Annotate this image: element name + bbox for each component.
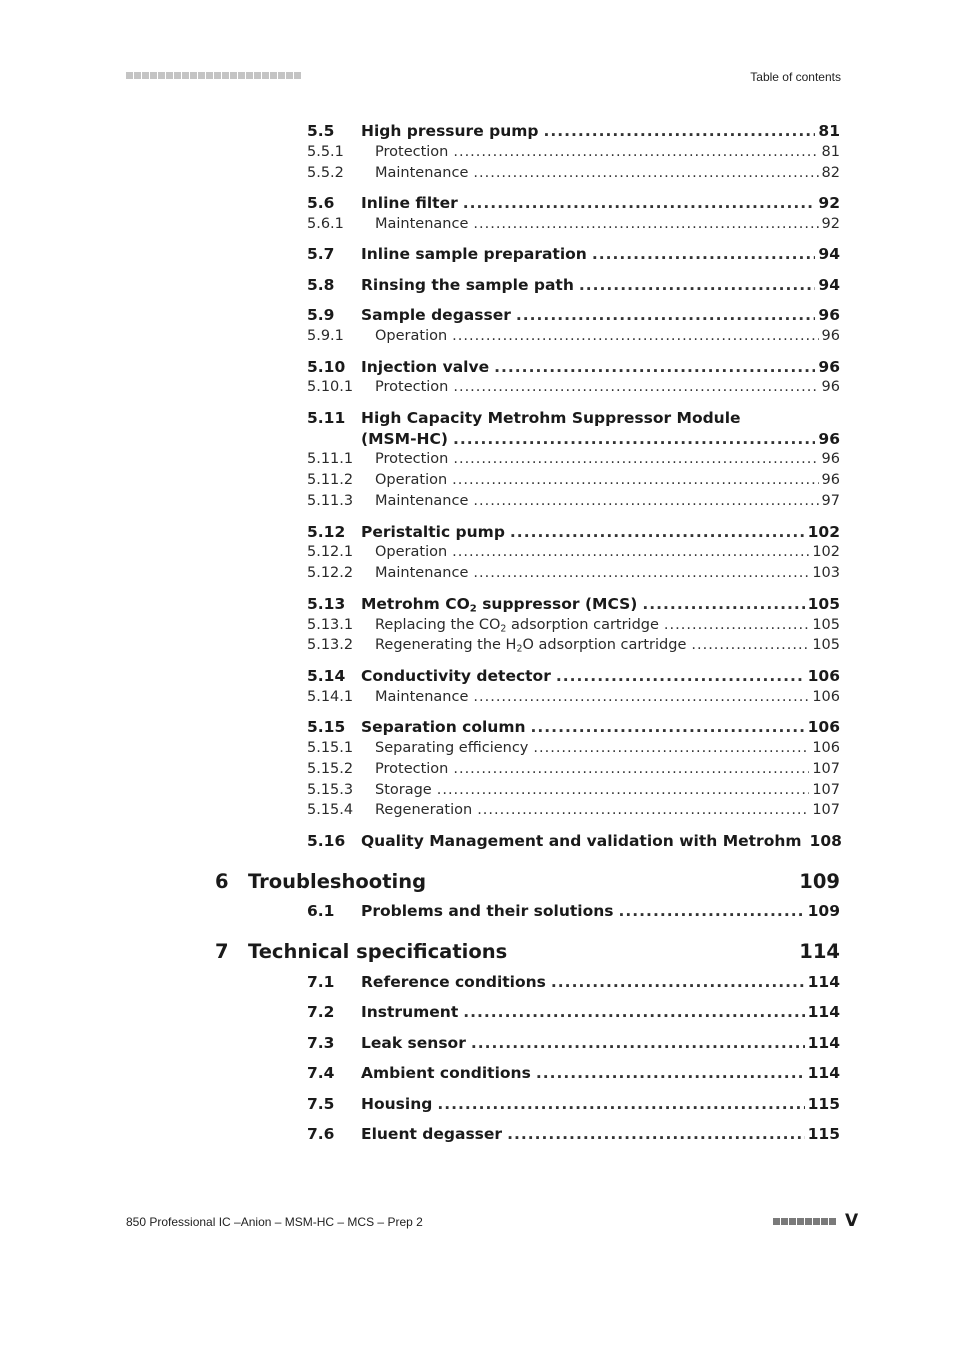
toc-entry-6-1[interactable]: 6.1 Problems and their solutions ..... 109 (307, 902, 840, 920)
toc-entry-5-15-1[interactable]: 5.15.1 Separating efficiency ..... 106 (307, 740, 840, 756)
toc-entry-7-2[interactable]: 7.2 Instrument ..... 114 (307, 1003, 840, 1021)
toc-entry-5-8[interactable]: 5.8 Rinsing the sample path ..... 94 (307, 276, 840, 294)
toc-entry-5-5-1[interactable]: 5.5.1 Protection ..... 81 (307, 144, 840, 160)
toc-entry-5-5[interactable]: 5.5 High pressure pump ..... 81 (307, 122, 840, 140)
toc-entry-5-10-1[interactable]: 5.10.1 Protection ..... 96 (307, 379, 840, 395)
toc-entry-5-12-1[interactable]: 5.12.1 Operation ..... 102 (307, 544, 840, 560)
toc-entry-5-13-2[interactable]: 5.13.2 Regenerating the $H_2O$ adsorption cartridge ..... 105 (307, 637, 840, 653)
toc-entry-5-11-2[interactable]: 5.11.2 Operation ..... 96 (307, 472, 840, 488)
toc-entry-5-11-3[interactable]: 5.11.3 Maintenance ..... 97 (307, 493, 840, 509)
toc-entry-5-7[interactable]: 5.7 Inline sample preparation ..... 94 (307, 245, 840, 263)
toc-entry-5-13[interactable]: 5.13 Metrohm $CO_2$ suppressor (MCS) ..... 105 (307, 595, 840, 613)
toc-entry-5-16[interactable]: 5.16 Quality Management and validation with Metrohm 108 (307, 832, 842, 850)
toc-entry-5-11-cont[interactable]: (MSM-HC) ..... 96 (307, 430, 840, 448)
toc-entry-5-14[interactable]: 5.14 Conductivity detector ..... 106 (307, 667, 840, 685)
toc-entry-7-5[interactable]: 7.5 Housing ..... 115 (307, 1095, 840, 1113)
toc-entry-5-9[interactable]: 5.9 Sample degasser ..... 96 (307, 306, 840, 324)
toc-entry-5-15-2[interactable]: 5.15.2 Protection ..... 107 (307, 761, 840, 777)
toc-entry-5-15[interactable]: 5.15 Separation column ..... 106 (307, 718, 840, 736)
toc-entry-5-15-3[interactable]: 5.15.3 Storage ..... 107 (307, 782, 840, 798)
toc-entry-5-12[interactable]: 5.12 Peristaltic pump ..... 102 (307, 523, 840, 541)
header-decoration (126, 72, 301, 79)
toc-entry-5-14-1[interactable]: 5.14.1 Maintenance ..... 106 (307, 689, 840, 705)
running-header: Table of contents (750, 70, 841, 84)
toc-entry-5-11[interactable]: 5.11 High Capacity Metrohm Suppressor Module (307, 409, 741, 427)
toc-entry-5-13-1[interactable]: 5.13.1 Replacing the $CO_2$ adsorption cartridge ..... 105 (307, 617, 840, 633)
toc-chapter-7[interactable]: 7 Technical specifications 114 (215, 940, 840, 963)
toc-entry-7-6[interactable]: 7.6 Eluent degasser ..... 115 (307, 1125, 840, 1143)
toc-entry-7-4[interactable]: 7.4 Ambient conditions ..... 114 (307, 1064, 840, 1082)
toc-entry-5-15-4[interactable]: 5.15.4 Regeneration ..... 107 (307, 802, 840, 818)
toc-entry-5-12-2[interactable]: 5.12.2 Maintenance ..... 103 (307, 565, 840, 581)
footer-product-name: 850 Professional IC –Anion – MSM-HC – MCS – Prep 2 (126, 1215, 423, 1229)
toc-entry-5-6-1[interactable]: 5.6.1 Maintenance ..... 92 (307, 216, 840, 232)
toc-entry-5-11-1[interactable]: 5.11.1 Protection ..... 96 (307, 451, 840, 467)
toc-entry-7-3[interactable]: 7.3 Leak sensor ..... 114 (307, 1034, 840, 1052)
toc-entry-5-10[interactable]: 5.10 Injection valve ..... 96 (307, 358, 840, 376)
toc-entry-7-1[interactable]: 7.1 Reference conditions ..... 114 (307, 973, 840, 991)
toc-entry-5-9-1[interactable]: 5.9.1 Operation ..... 96 (307, 328, 840, 344)
footer-page-number: V (845, 1211, 859, 1231)
toc-entry-5-5-2[interactable]: 5.5.2 Maintenance ..... 82 (307, 165, 840, 181)
footer-decoration (773, 1218, 836, 1225)
toc-chapter-6[interactable]: 6 Troubleshooting 109 (215, 870, 840, 893)
toc-entry-5-6[interactable]: 5.6 Inline filter ..... 92 (307, 194, 840, 212)
